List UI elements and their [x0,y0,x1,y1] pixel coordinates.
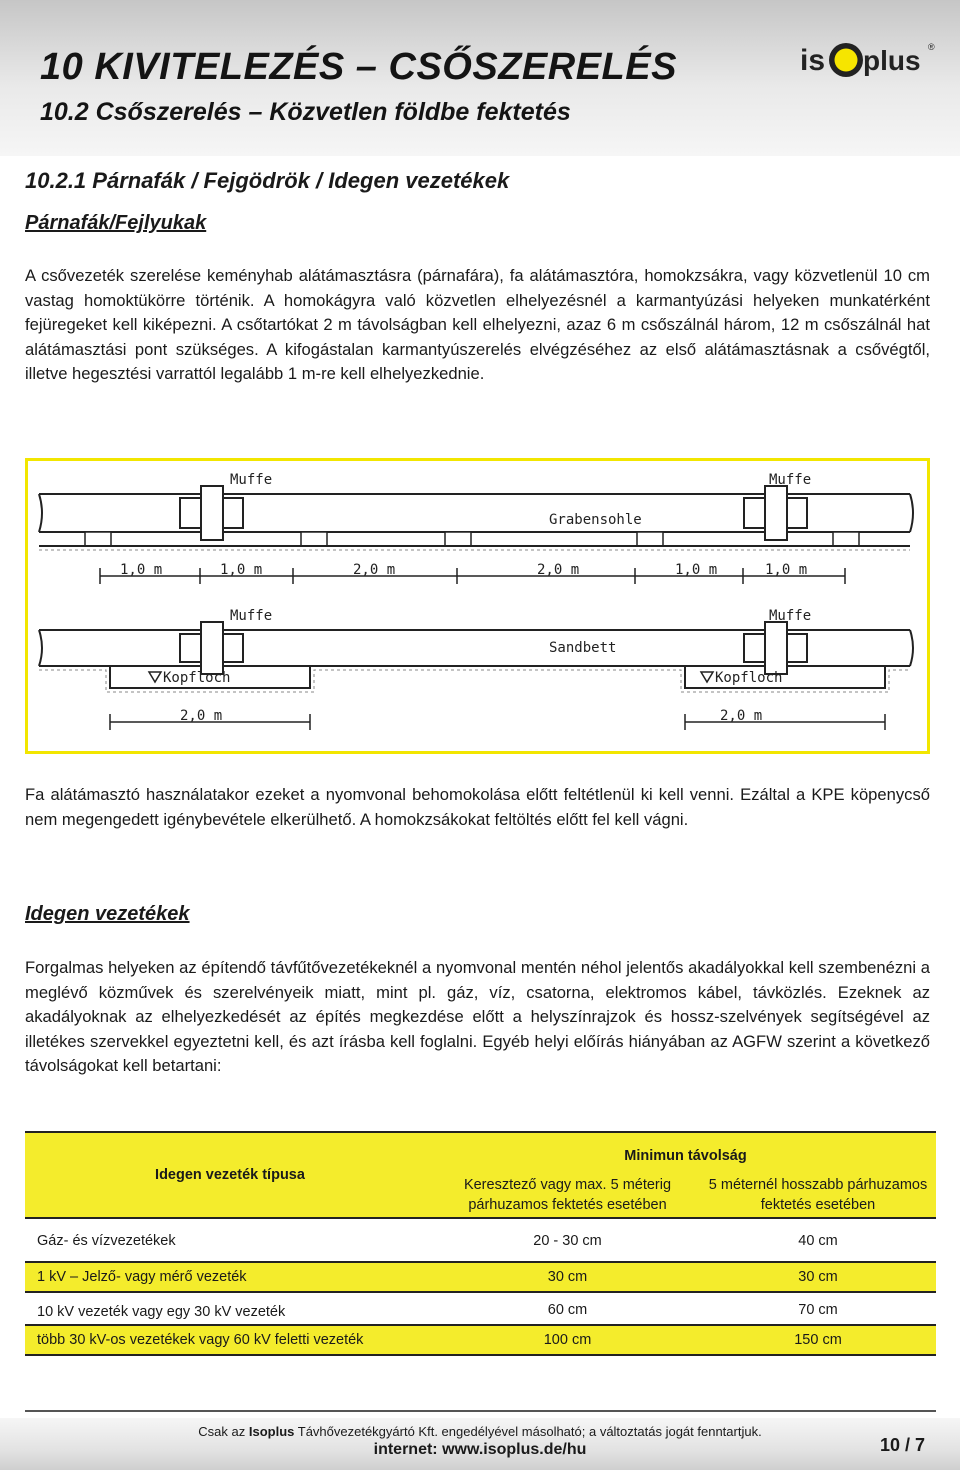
logo-text-right: plus [863,45,921,76]
footer-copyright: Csak az Isoplus Távhővezetékgyártó Kft. engedélyével másolható; a változtatás jogát fenntartjuk. [198,1424,762,1439]
dim-top-3: 2,0 m [353,562,396,578]
dim-top-4: 2,0 m [537,562,580,578]
pipe-support-diagram [25,458,930,754]
label-muffe-1: Muffe [230,472,273,488]
table-row [25,1292,936,1325]
label-muffe-2: Muffe [769,472,812,488]
logo-text-left: is [800,44,826,77]
row-value-a: 60 cm [547,1302,588,1318]
table-row [25,1232,936,1250]
row-value-a: 20 - 30 cm [533,1233,602,1249]
header-col-parallel: 5 méternél hosszabb párhuzamos fektetés esetében [708,1176,928,1213]
row-type: több 30 kV-os vezetékek vagy 60 kV feletti vezeték [25,1325,435,1355]
header-minimum: Minimun távolság [435,1132,936,1172]
footer-brand: Isoplus [248,1424,295,1439]
dim-bottom-2: 2,0 m [720,708,763,724]
page-number: 10 / 7 [880,1435,926,1455]
foreign-lines-title: Idegen vezetékek [25,903,190,925]
label-grabensohle: Grabensohle [549,512,642,528]
row-value-b: 150 cm [700,1325,936,1355]
footer-website-link[interactable]: internet: www.isoplus.de/hu [373,1441,587,1458]
logo-yellow-circle [835,49,858,72]
distance-table [25,1131,936,1356]
paragraph-2: Fa alátámasztó használatakor ezeket a nyomvonal behomokolása előtt feltétlenül ki kell venni. Ezáltal a KPE köpenycső nem megengedett igénybevétele elkerülhető. A homokzsákokat feltöltés előtt fel kell vágni. [25,785,930,829]
row-type: Gáz- és vízvezetékek [37,1233,176,1249]
logo-registered: ® [928,42,935,52]
label-kopfloch-1: Kopfloch [163,670,231,686]
table-row [25,1262,936,1292]
isoplus-logo [800,38,940,82]
row-value-a: 30 cm [435,1262,700,1292]
header-col-crossing: Keresztező vagy max. 5 méterig párhuzamos fektetés esetében [463,1176,672,1213]
subsection-title: 10.2.1 Párnafák / Fejgödrök / Idegen vezetékek [25,168,510,193]
chapter-title: 10 KIVITELEZÉS – CSŐSZERELÉS [40,46,677,88]
dim-top-5: 1,0 m [675,562,718,578]
dim-top-1: 1,0 m [120,562,163,578]
row-value-b: 70 cm [798,1302,838,1318]
dim-top-2: 1,0 m [220,562,263,578]
row-value-a: 100 cm [435,1325,700,1355]
dim-bottom-1: 2,0 m [180,708,223,724]
label-muffe-4: Muffe [769,608,812,624]
row-type: 1 kV – Jelző- vagy mérő vezeték [25,1262,435,1292]
subsection-subtitle: Párnafák/Fejlyukak [25,212,207,234]
row-value-b: 40 cm [798,1233,838,1249]
row-type: 10 kV vezeték vagy egy 30 kV vezeték [37,1304,286,1320]
row-value-b: 30 cm [700,1262,936,1292]
paragraph-3: Forgalmas helyeken az építendő távfűtővezetékeknél a nyomvonal mentén néhol jelentős akadályokkal kell szembenézni a meglévő közművek és szerelvényeik miatt, mint pl. gáz, víz, csatorna, elektromos kábel, távközlés. Ezeknek az akadályoknak az elhelyezkedését az építés megkezdése előtt a helyszínrajzok és hossz-szelvények segítségével az illetékes szervekkel egyeztetni kell, és azt írásba kell foglalni. Egyéb helyi előírás hiányában az AGFW szerint a következő távolságokat kell betartani: [25,958,930,1075]
section-title: 10.2 Csőszerelés – Közvetlen földbe fektetés [40,98,571,126]
label-kopfloch-2: Kopfloch [715,670,783,686]
label-sandbett: Sandbett [549,640,617,656]
footer-separator [25,1410,936,1412]
dim-top-6: 1,0 m [765,562,808,578]
paragraph-1: A csővezeték szerelése keményhab alátámasztásra (párnafára), fa alátámasztóra, homokzsákra, vagy közvetlenül 10 cm vastag homoktükörre történik. A homokágyra való közvetlen elhelyezésnél a karmantyúzási helyeken munkatérként fejüregeket kell kiképezni. A csőtartókat 2 m távolságban kell elhelyezni, azaz 6 m csőszálnál három, 12 m csőszálnál hat alátámasztási pont szükséges. A kifogástalan karmantyúszerelés elvégzéséhez az első alátámasztásnak a csővégtől, illetve hegesztési varrattól legalább 1 m-re kell elhelyezkednie. [25,266,930,383]
header-type: Idegen vezeték típusa [25,1132,435,1218]
table-row [25,1325,936,1355]
label-muffe-3: Muffe [230,608,273,624]
